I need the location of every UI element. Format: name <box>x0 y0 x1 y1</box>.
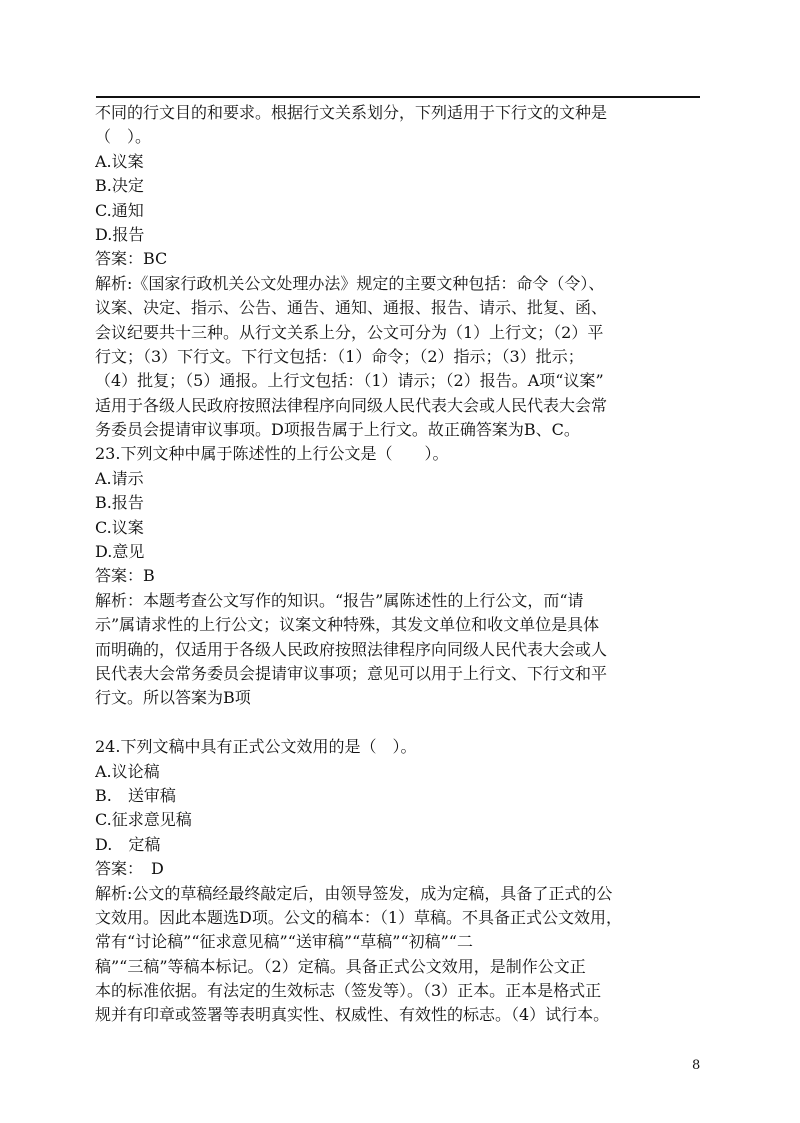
page-number: 8 <box>692 1058 701 1073</box>
option-line: B.决定 <box>95 176 144 196</box>
option-line: B. 送审稿 <box>95 785 176 805</box>
option-line: D. 定稿 <box>95 834 161 854</box>
option-line: C.议案 <box>95 517 144 537</box>
analysis-line: （4）批复；（5）通报。上行文包括：（1）请示；（2）报告。A项“议案” <box>95 371 604 391</box>
option-line: A.议论稿 <box>95 761 160 781</box>
analysis-line: 解析：本题考查公文写作的知识。“报告”属陈述性的上行公文，而“请 <box>95 590 584 610</box>
option-line: D.意见 <box>95 542 145 562</box>
answer-line: 答案：B <box>95 566 155 586</box>
question-23: 23.下列文种中属于陈述性的上行公文是（ ）。 <box>95 444 449 464</box>
text-line: （ ）。 <box>95 127 152 147</box>
option-line: A.请示 <box>95 468 144 488</box>
option-line: B.报告 <box>95 493 144 513</box>
option-line: C.征求意见稿 <box>95 810 192 830</box>
answer-line: 答案：BC <box>95 249 168 269</box>
header-rule <box>96 96 700 98</box>
text-line: 不同的行文目的和要求。根据行文关系划分，下列适用于下行文的文种是 <box>95 103 608 122</box>
analysis-line: 会议纪要共十三种。从行文关系上分，公文可分为（1）上行文；（2）平 <box>95 322 604 342</box>
analysis-line: 民代表大会常务委员会提请审议事项；意见可以用于上行文、下行文和平 <box>95 663 608 683</box>
analysis-line: 示”属请求性的上行公文；议案文种特殊，其发文单位和收文单位是具体 <box>95 615 600 635</box>
blank-line <box>95 711 705 735</box>
analysis-line: 文效用。因此本题选D项。公文的稿本：（1）草稿。不具备正式公文效用， <box>95 907 623 927</box>
option-line: C.通知 <box>95 200 144 220</box>
analysis-line: 行文；（3）下行文。下行文包括：（1）命令；（2）指示；（3）批示； <box>95 346 584 366</box>
analysis-line: 适用于各级人民政府按照法律程序向同级人民代表大会或人民代表大会常 <box>95 395 608 415</box>
analysis-line: 解析:公文的草稿经最终敲定后，由领导签发，成为定稿，具备了正式的公 <box>95 883 613 903</box>
analysis-line: 解析:《国家行政机关公文处理办法》规定的主要文种包括：命令（令）、 <box>95 273 605 293</box>
analysis-line: 行文。所以答案为B项 <box>95 688 251 708</box>
analysis-line: 而明确的，仅适用于各级人民政府按照法律程序向同级人民代表大会或人 <box>95 639 608 659</box>
analysis-line: 规并有印章或签署等表明真实性、权威性、有效性的标志。（4）试行本。 <box>95 1005 610 1025</box>
analysis-line: 本的标准依据。有法定的生效标志（签发等）。（3）正本。正本是格式正 <box>95 981 602 1001</box>
analysis-line: 常有“讨论稿”“征求意见稿”“送审稿”“草稿”“初稿”“二 <box>95 932 473 952</box>
answer-line: 答案： D <box>95 859 164 879</box>
analysis-line: 务委员会提请审议事项。D项报告属于上行文。故正确答案为B、C。 <box>95 420 580 440</box>
question-24: 24.下列文稿中具有正式公文效用的是（ ）。 <box>95 737 417 757</box>
document-body <box>95 101 705 1028</box>
option-line: A.议案 <box>95 151 144 171</box>
option-line: D.报告 <box>95 224 145 244</box>
analysis-line: 议案、决定、指示、公告、通告、通知、通报、报告、请示、批复、函、 <box>95 298 608 318</box>
analysis-line: 稿”“三稿”等稿本标记。（2）定稿。具备正式公文效用，是制作公文正 <box>95 956 586 976</box>
